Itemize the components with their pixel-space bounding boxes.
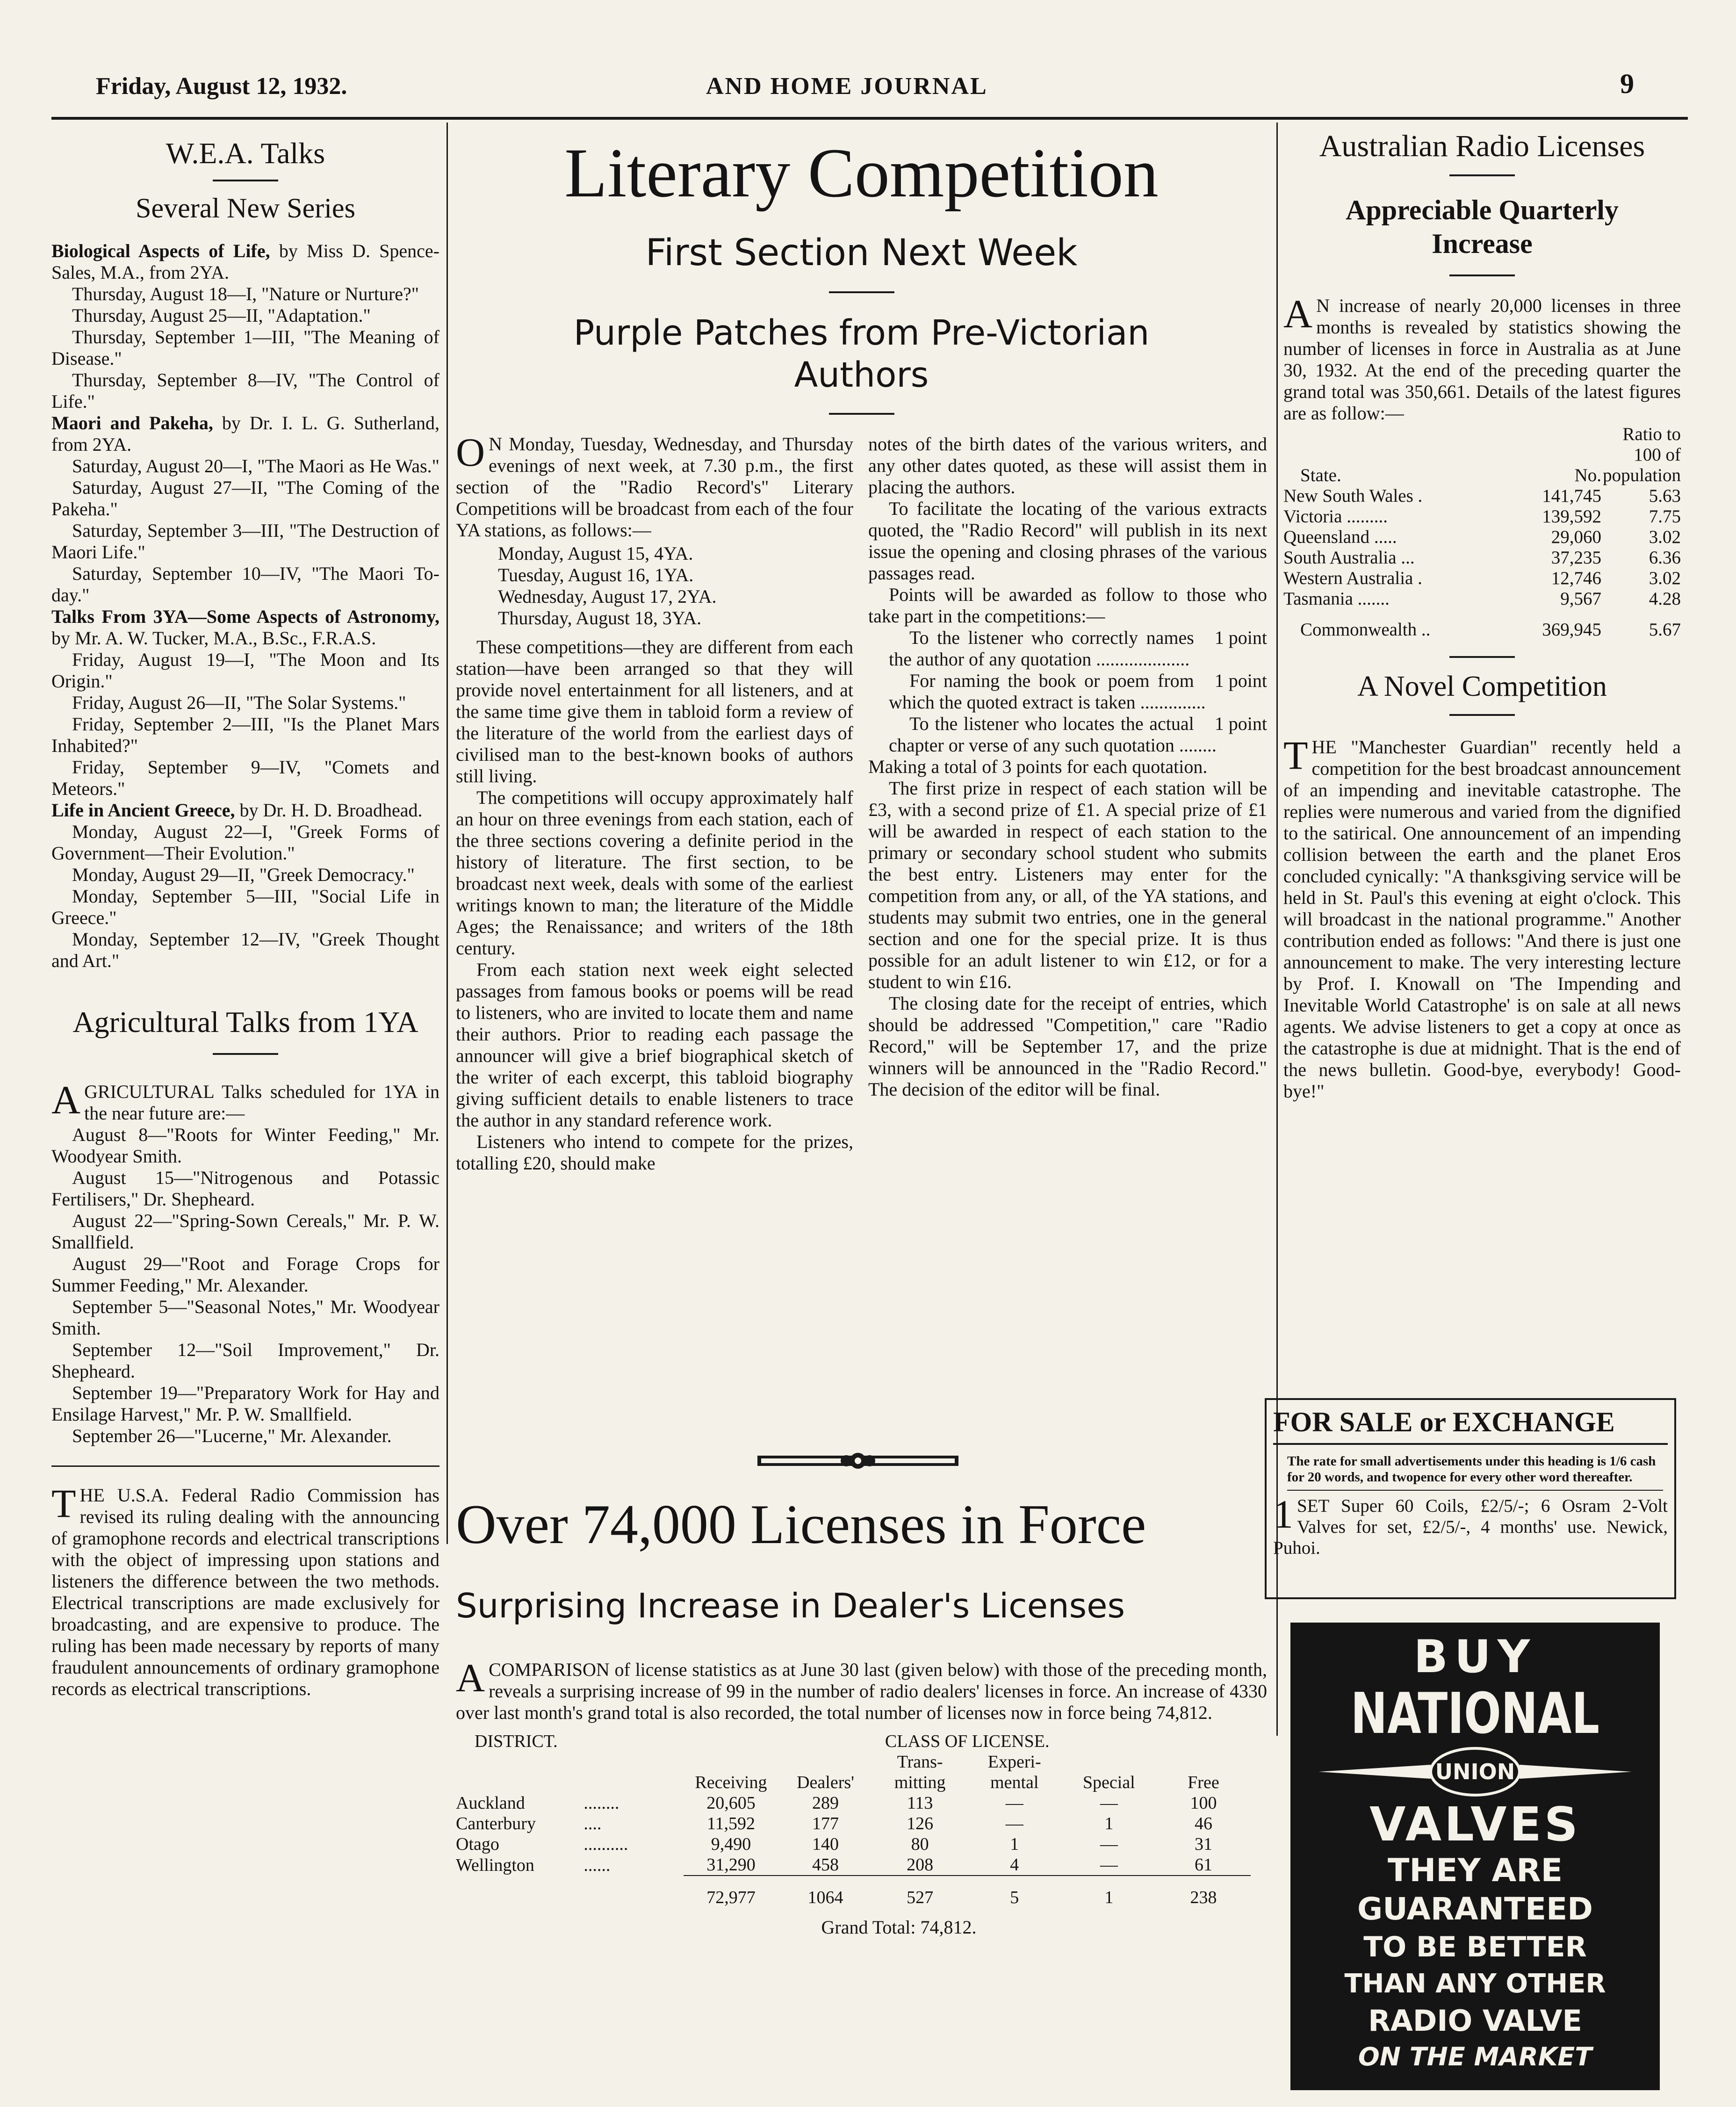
lit-schedule-item: Tuesday, August 16, 1YA.	[498, 564, 694, 585]
lic-total-cell: 238	[1156, 1876, 1251, 1908]
lic-column-header: Experi-mental	[987, 1752, 1041, 1792]
aus-number: 29,060	[1551, 527, 1601, 547]
wea-series-title: Biological Aspects of Life,	[51, 240, 270, 261]
lit-subtitle-1: First Section Next Week	[645, 232, 1078, 274]
lit-rule-1	[829, 291, 894, 293]
lic-header-row-2	[456, 1752, 1251, 1793]
lic-cell: 46	[1194, 1814, 1212, 1833]
lit-p9: Making a total of 3 points for each quotation.	[868, 756, 1208, 777]
aus-state: New South Wales	[1283, 486, 1413, 506]
aus-rule-1	[1449, 174, 1515, 176]
lic-column-header: Trans-mitting	[894, 1752, 946, 1792]
lic-cell: 1	[1010, 1834, 1019, 1854]
for-sale-box	[1265, 1398, 1676, 1599]
aus-table-row	[1283, 506, 1681, 527]
aus-body	[1283, 486, 1681, 609]
ad-valves: VALVES	[1369, 1797, 1581, 1852]
aus-ratio: 4.28	[1649, 589, 1681, 609]
aus-number: 9,567	[1560, 589, 1601, 609]
aus-ratio: 6.36	[1649, 548, 1681, 568]
wea-talk-item: Friday, September 9—IV, "Comets and Meteors."	[51, 757, 439, 799]
lit-schedule-item: Wednesday, August 17, 2YA.	[498, 586, 717, 607]
lit-prize-item	[868, 627, 1267, 670]
wea-series-heading	[51, 606, 439, 649]
agri-talk-item: August 8—"Roots for Winter Feeding," Mr. Woodyear Smith.	[51, 1124, 439, 1167]
lic-cell: —	[1100, 1834, 1118, 1854]
wea-talk-item: Monday, September 5—III, "Social Life in Greece."	[51, 886, 439, 928]
lic-intro	[456, 1655, 1267, 1724]
wea-column	[51, 136, 439, 1700]
lit-prizes	[868, 627, 1267, 756]
lic-district-dots: ......	[583, 1855, 611, 1875]
aus-state: Queensland	[1283, 527, 1370, 547]
agri-talk-item: August 22—"Spring-Sown Cereals," Mr. P. W. Smallfield.	[51, 1210, 439, 1253]
lic-district-dots: ..........	[583, 1834, 628, 1854]
wea-talk-item: Monday, September 12—IV, "Greek Thought and Art."	[51, 929, 439, 971]
lic-column-header: Dealers'	[797, 1773, 854, 1792]
wea-title-rule	[213, 180, 278, 181]
wea-talk-item: Saturday, August 27—II, "The Coming of the Pakeha."	[51, 477, 439, 520]
aus-table-row	[1283, 486, 1681, 506]
lit-p2: These competitions—they are different from each station—have been arranged so that they will provide novel entertainment for all listeners, and at the same time give them in tabloid form a review of the literature of the world from the earliest days of civilised man to the best-known books of authors still living.	[456, 636, 853, 787]
lic-total-spacer	[456, 1876, 583, 1908]
agri-list	[51, 1124, 439, 1447]
lit-p10: The first prize in respect of each station will be £3, with a second prize of £1. A special prize of £1 will be awarded in respect of each station to the primary or secondary school student who submits the best entry. Listeners may enter for the competition from any, or all, of the YA stations, and students may submit two entries, one in the general section and one for the special prize. It is thus possible for an adult listener to win £12, or for a student to win £16.	[868, 778, 1267, 992]
lit-columns	[456, 430, 1267, 1174]
aus-state-cell	[1283, 506, 1510, 527]
aus-dropcap: A	[1283, 291, 1313, 336]
lit-title: Literary Competition	[564, 134, 1159, 212]
aus-state-cell	[1283, 568, 1510, 589]
wea-talk-item: Saturday, August 20—I, "The Maori as He Was."	[72, 455, 439, 476]
aus-ratio: 3.02	[1649, 527, 1681, 547]
agri-text	[51, 1077, 439, 1447]
aus-total-label: Commonwealth	[1300, 620, 1417, 640]
novel-text	[1283, 733, 1681, 1102]
for-sale-dropcap: 1	[1273, 1492, 1293, 1537]
lit-prize-points: 1 point	[1214, 713, 1267, 734]
lit-p1: N Monday, Tuesday, Wednesday, and Thursday evenings of next week, at 7.30 p.m., the first section of the "Radio Record's" Literary Competitions will be broadcast from each of the four YA stations, as follows:—	[456, 433, 853, 541]
lit-prize-points: 1 point	[1214, 627, 1267, 648]
agri-talk-item: September 12—"Soil Improvement," Dr. Shepheard.	[51, 1339, 439, 1382]
aus-ratio: 5.63	[1649, 486, 1681, 506]
lit-col-left	[456, 430, 853, 1174]
wea-subtitle: Several New Series	[136, 193, 355, 224]
aus-number: 12,746	[1551, 568, 1601, 588]
aus-text	[1283, 291, 1681, 424]
agri-talk-item: September 5—"Seasonal Notes," Mr. Woodyear Smith.	[51, 1296, 439, 1339]
lic-district-dots: ....	[583, 1814, 602, 1833]
for-sale-ad	[1273, 1492, 1668, 1559]
lic-cell: 20,605	[706, 1793, 756, 1813]
lic-district-dots: ........	[583, 1793, 619, 1813]
lic-class-label: CLASS OF LICENSE.	[885, 1732, 1050, 1751]
lit-schedule-item: Thursday, August 18, 3YA.	[498, 607, 702, 628]
aus-rule-2	[1449, 274, 1515, 276]
for-sale-ad-text: SET Super 60 Coils, £2/5/-; 6 Osram 2-Volt Valves for set, £2/5/-, 4 months' use. Newick, Puhoi.	[1273, 1496, 1668, 1558]
ad-union: UNION	[1435, 1759, 1515, 1784]
lic-table-row	[456, 1834, 1251, 1854]
wea-talk-item: Thursday, August 25—II, "Adaptation."	[72, 305, 371, 326]
lit-dropcap: O	[456, 430, 485, 475]
lit-prize-text: To the listener who correctly names the author of any quotation ....................	[889, 627, 1194, 670]
licenses-section	[456, 1492, 1267, 1938]
lic-cell: —	[1100, 1793, 1118, 1813]
lic-cell: 458	[812, 1855, 839, 1875]
lit-p8: Points will be awarded as follow to those who take part in the competitions:—	[868, 584, 1267, 627]
aus-state-dots: .........	[1347, 506, 1388, 527]
usa-text: HE U.S.A. Federal Radio Commission has revised its ruling dealing with the announcing of gramophone records and electrical transcriptions with the object of impressing upon stations and listeners the difference between the two methods. Electrical transcriptions are made exclusively for broadcasting, and are expensive to produce. The ruling has been made necessary by reports of many fraudulent announcements of ordinary gramophone records as electrical transcriptions.	[51, 1485, 439, 1699]
agri-talk-item: September 26—"Lucerne," Mr. Alexander.	[72, 1425, 392, 1446]
aus-table-row	[1283, 568, 1681, 589]
wea-talk-item: Friday, September 2—III, "Is the Planet Mars Inhabited?"	[51, 714, 439, 756]
lic-intro-text: COMPARISON of license statistics as at June 30 last (given below) with those of the preceding month, reveals a surprising increase of 99 in the number of radio dealers' licenses in force. An increase of 4330 over last month's grand total is also recorded, the total number of licenses now in force being 74,812.	[456, 1659, 1267, 1723]
aus-state: Victoria	[1283, 506, 1342, 527]
aus-table	[1283, 424, 1681, 640]
lic-cell: 177	[812, 1814, 839, 1833]
ornament	[757, 1452, 958, 1470]
page-number: 9	[1620, 68, 1634, 99]
agri-talk-item: August 15—"Nitrogenous and Potassic Fertilisers," Dr. Shepheard.	[51, 1167, 439, 1210]
lit-schedule-item: Monday, August 15, 4YA.	[498, 543, 693, 564]
lic-cell: 11,592	[706, 1814, 755, 1833]
aus-state: South Australia	[1283, 548, 1397, 568]
aus-col-no: No.	[1574, 465, 1601, 485]
aus-state-cell	[1283, 548, 1510, 568]
lic-cell: 208	[907, 1855, 934, 1875]
ad-line-1: THEY ARE	[1387, 1852, 1563, 1889]
lic-body	[456, 1793, 1251, 1876]
lit-p4: From each station next week eight selected passages from famous books or poems will be read to listeners, who are invited to locate them and name their authors. Prior to reading each passage the announcer will give a brief biographical sketch of the writer of each excerpt, this tabloid biography giving sufficient details to enable listeners to trace the author in any standard reference work.	[456, 959, 853, 1131]
lit-section	[456, 133, 1267, 1174]
lic-total-spacer	[583, 1876, 684, 1908]
agri-talk-item: September 19—"Preparatory Work for Hay and Ensilage Harvest," Mr. P. W. Smallfield.	[51, 1382, 439, 1425]
wea-series-title: Life in Ancient Greece,	[51, 800, 235, 821]
agri-title-rule	[213, 1053, 278, 1055]
aus-state-cell	[1283, 486, 1510, 506]
novel-rule	[1449, 714, 1515, 716]
aus-state-dots: .......	[1357, 589, 1390, 609]
aus-state-cell	[1283, 589, 1510, 609]
lit-rule-2	[829, 413, 894, 415]
lic-cell: 61	[1194, 1855, 1212, 1875]
column-rule-1	[447, 123, 448, 1544]
lit-prize-text: For naming the book or poem from which the quoted extract is taken ..............	[889, 670, 1206, 713]
ad-union-badge	[1290, 1746, 1660, 1797]
aus-column	[1283, 129, 1681, 1102]
wea-series-title: Maori and Pakeha,	[51, 412, 213, 433]
wea-series-byline: by Mr. A. W. Tucker, M.A., B.Sc., F.R.A.S.	[51, 628, 376, 649]
aus-state: Tasmania	[1283, 589, 1353, 609]
ad-line-6: ON THE MARKET	[1358, 2042, 1592, 2071]
lic-cell: 1	[1104, 1814, 1114, 1833]
wea-talk-item: Thursday, September 1—III, "The Meaning of Disease."	[51, 326, 439, 369]
lic-district-name: Canterbury	[456, 1814, 536, 1833]
aus-title: Australian Radio Licenses	[1319, 129, 1645, 163]
aus-total-ratio: 5.67	[1649, 620, 1681, 640]
aus-header-row	[1283, 424, 1681, 486]
lic-table-row	[456, 1854, 1251, 1876]
aus-number: 141,745	[1542, 486, 1601, 506]
lic-total-cell: 72,977	[684, 1876, 778, 1908]
lit-col-right	[868, 433, 1267, 1174]
wea-talk-item: Saturday, September 10—IV, "The Maori To-day."	[51, 563, 439, 606]
lit-p5: Listeners who intend to compete for the prizes, totalling £20, should make	[456, 1131, 853, 1174]
novel-title: A Novel Competition	[1357, 671, 1607, 702]
lic-head-spacer	[583, 1752, 684, 1793]
aus-total-row	[1283, 609, 1681, 640]
aus-state-dots: .	[1418, 486, 1423, 506]
aus-state-dots: .....	[1374, 527, 1397, 547]
wea-series-title: Talks From 3YA—Some Aspects of Astronomy,	[51, 606, 439, 627]
usa-paragraph	[51, 1481, 439, 1700]
lit-prize-points: 1 point	[1214, 670, 1267, 691]
lic-total-cell: 1064	[778, 1876, 873, 1908]
lit-p11: The closing date for the receipt of entries, which should be addressed "Competition," care "Radio Record," will be September 17, and the prize winners will be announced in the "Radio Record." The decision of the editor will be final.	[868, 993, 1267, 1100]
ad-buy: BUY	[1413, 1631, 1537, 1683]
wea-series-heading	[51, 240, 439, 283]
usa-rule	[51, 1465, 439, 1467]
masthead-rule	[51, 117, 1688, 120]
lic-cell: 100	[1190, 1793, 1217, 1813]
masthead-date: Friday, August 12, 1932.	[96, 73, 347, 100]
wea-series-byline: by Miss D. Spence-Sales, M.A., from 2YA.	[51, 240, 439, 283]
aus-state-dots: .	[1418, 568, 1422, 588]
lic-title: Over 74,000 Licenses in Force	[456, 1493, 1146, 1555]
wea-talk-item: Friday, August 26—II, "The Solar Systems."	[72, 692, 406, 713]
license-table	[456, 1731, 1251, 1908]
lic-cell: 113	[907, 1793, 933, 1813]
lit-p6: notes of the birth dates of the various writers, and any other dates quoted, as these will assist them in placing the authors.	[868, 433, 1267, 498]
lit-prize-item	[868, 713, 1267, 756]
ad-line-5: RADIO VALVE	[1368, 2004, 1582, 2038]
lit-prize-text: To the listener who locates the actual chapter or verse of any such quotation ........	[889, 713, 1217, 756]
aus-col-ratio: Ratio to 100 of population	[1603, 424, 1681, 485]
lic-cell: 31	[1194, 1834, 1212, 1854]
lic-total-cell: 1	[1062, 1876, 1156, 1908]
agri-intro: GRICULTURAL Talks scheduled for 1YA in the near future are:—	[84, 1081, 439, 1124]
lit-subtitle-2: Purple Patches from Pre-Victorian Authors	[573, 313, 1150, 395]
lic-head-spacer	[456, 1752, 583, 1793]
aus-table-row	[1283, 589, 1681, 609]
aus-total-cell	[1283, 609, 1510, 640]
lic-table-row	[456, 1813, 1251, 1834]
lic-column-header: Special	[1082, 1773, 1135, 1792]
wea-series-byline: by Dr. I. L. G. Sutherland, from 2YA.	[51, 412, 439, 455]
aus-rule-3	[1449, 656, 1515, 658]
agri-talk-item: August 29—"Root and Forage Crops for Summer Feeding," Mr. Alexander.	[51, 1253, 439, 1296]
lic-column-header: Receiving	[695, 1773, 767, 1792]
masthead-title: AND HOME JOURNAL	[706, 73, 988, 100]
aus-total-no: 369,945	[1542, 620, 1601, 640]
aus-ratio: 7.75	[1649, 506, 1681, 527]
lic-district-name: Wellington	[456, 1855, 534, 1875]
lic-district-label: DISTRICT.	[475, 1732, 558, 1751]
lit-p7: To facilitate the locating of the various extracts quoted, the "Radio Record" will publish in its next issue the opening and closing phrases of the various passages read.	[868, 498, 1267, 584]
ad-line-3: TO BE BETTER	[1363, 1931, 1587, 1963]
agri-title: Agricultural Talks from 1YA	[72, 1005, 418, 1039]
lic-cell: 31,290	[706, 1855, 756, 1875]
lic-column-header: Free	[1188, 1773, 1219, 1792]
lic-grand-total: Grand Total: 74,812.	[821, 1917, 977, 1938]
aus-ratio: 3.02	[1649, 568, 1681, 588]
aus-paragraph: N increase of nearly 20,000 licenses in three months is revealed by statistics showing the number of licenses in force in Australia as at June 30, 1932. At the end of the preceding quarter the grand total was 350,661. Details of the latest figures are as follow:—	[1283, 295, 1681, 424]
lic-header-row-1	[456, 1731, 1251, 1752]
lit-schedule	[456, 543, 853, 629]
ad-line-4: THAN ANY OTHER	[1344, 1969, 1606, 1999]
lic-district-name: Auckland	[456, 1793, 525, 1813]
lic-cell: 289	[812, 1793, 839, 1813]
lic-cell: —	[1100, 1855, 1118, 1875]
lic-dropcap: A	[456, 1655, 485, 1700]
aus-subtitle: Appreciable Quarterly Increase	[1346, 195, 1619, 259]
wea-talk-item: Monday, August 29—II, "Greek Democracy."	[72, 864, 415, 885]
lic-cell: 140	[812, 1834, 839, 1854]
aus-state: Western Australia	[1283, 568, 1413, 588]
aus-table-row	[1283, 527, 1681, 548]
usa-dropcap: T	[51, 1481, 76, 1526]
wea-talk-item: Saturday, September 3—III, "The Destruction of Maori Life."	[51, 520, 439, 563]
aus-number: 37,235	[1551, 548, 1601, 568]
aus-total-dots: ..	[1421, 620, 1431, 640]
lic-total-cell: 5	[967, 1876, 1062, 1908]
lic-total-cell: 527	[873, 1876, 967, 1908]
aus-state-dots: ...	[1401, 548, 1415, 568]
national-valves-ad	[1290, 1623, 1660, 2090]
lic-cell: 9,490	[711, 1834, 751, 1854]
lic-totals-row	[456, 1876, 1251, 1908]
wea-talk-item: Thursday, September 8—IV, "The Control of Life."	[51, 369, 439, 412]
wea-series-list	[51, 240, 439, 972]
lic-cell: —	[1005, 1814, 1023, 1833]
wea-talk-item: Monday, August 22—I, "Greek Forms of Government—Their Evolution."	[51, 821, 439, 864]
lic-cell: 4	[1010, 1855, 1019, 1875]
novel-paragraph: HE "Manchester Guardian" recently held a competition for the best broadcast announcement of an impending and inevitable catastrophe. The replies were numerous and varied from the dignified to the satirical. One announcement of an impending collision between the earth and the planet Eros concluded cynically: "A thanksgiving service will be held in St. Paul's this evening at eight o'clock. This will broadcast in the national programme." Another contribution ended as follows: "And there is just one announcement to make. The very interesting lecture by Prof. I. Knowall on 'The Impending and Inevitable World Catastrophe' is on sale at all news agents. We advise listeners to get a copy at once as the catastrophe is due at midnight. That is the end of the news bulletin. Good-bye, everybody! Good-bye!"	[1283, 736, 1681, 1102]
lic-cell: 126	[907, 1814, 934, 1833]
wea-series-heading	[51, 800, 439, 821]
lic-table-row	[456, 1793, 1251, 1813]
wea-talk-item: Friday, August 19—I, "The Moon and Its Origin."	[51, 649, 439, 692]
lic-cell: —	[1005, 1793, 1023, 1813]
aus-table-row	[1283, 548, 1681, 568]
ad-line-2: GUARANTEED	[1357, 1891, 1593, 1927]
wea-series-heading	[51, 412, 439, 455]
aus-col-state: State.	[1300, 465, 1341, 485]
for-sale-title: FOR SALE or EXCHANGE	[1273, 1406, 1668, 1445]
novel-dropcap: T	[1283, 733, 1308, 778]
wea-series-byline: by Dr. H. D. Broadhead.	[235, 800, 423, 821]
aus-number: 139,592	[1542, 506, 1601, 527]
lic-district-name: Otago	[456, 1834, 499, 1854]
wea-talk-item: Thursday, August 18—I, "Nature or Nurture?"	[72, 283, 419, 304]
lic-subtitle: Surprising Increase in Dealer's Licenses	[456, 1586, 1125, 1625]
lit-p3: The competitions will occupy approximately half an hour on three evenings from each station, each of the three sections covering a definite period in the history of literature. The first section, to be broadcast next week, deals with some of the earliest writings known to man; the literature of the Middle Ages; the Renaissance; and writers of the 18th century.	[456, 787, 853, 959]
lic-cell: 80	[911, 1834, 929, 1854]
aus-state-cell	[1283, 527, 1510, 548]
wea-title: W.E.A. Talks	[166, 137, 325, 170]
agri-dropcap: A	[51, 1077, 81, 1122]
ad-national: NATIONAL	[1350, 1681, 1600, 1746]
for-sale-note: The rate for small advertisements under this heading is 1/6 cash for 20 words, and twopence for every other word thereafter.	[1287, 1453, 1663, 1491]
lit-prize-item	[868, 670, 1267, 713]
